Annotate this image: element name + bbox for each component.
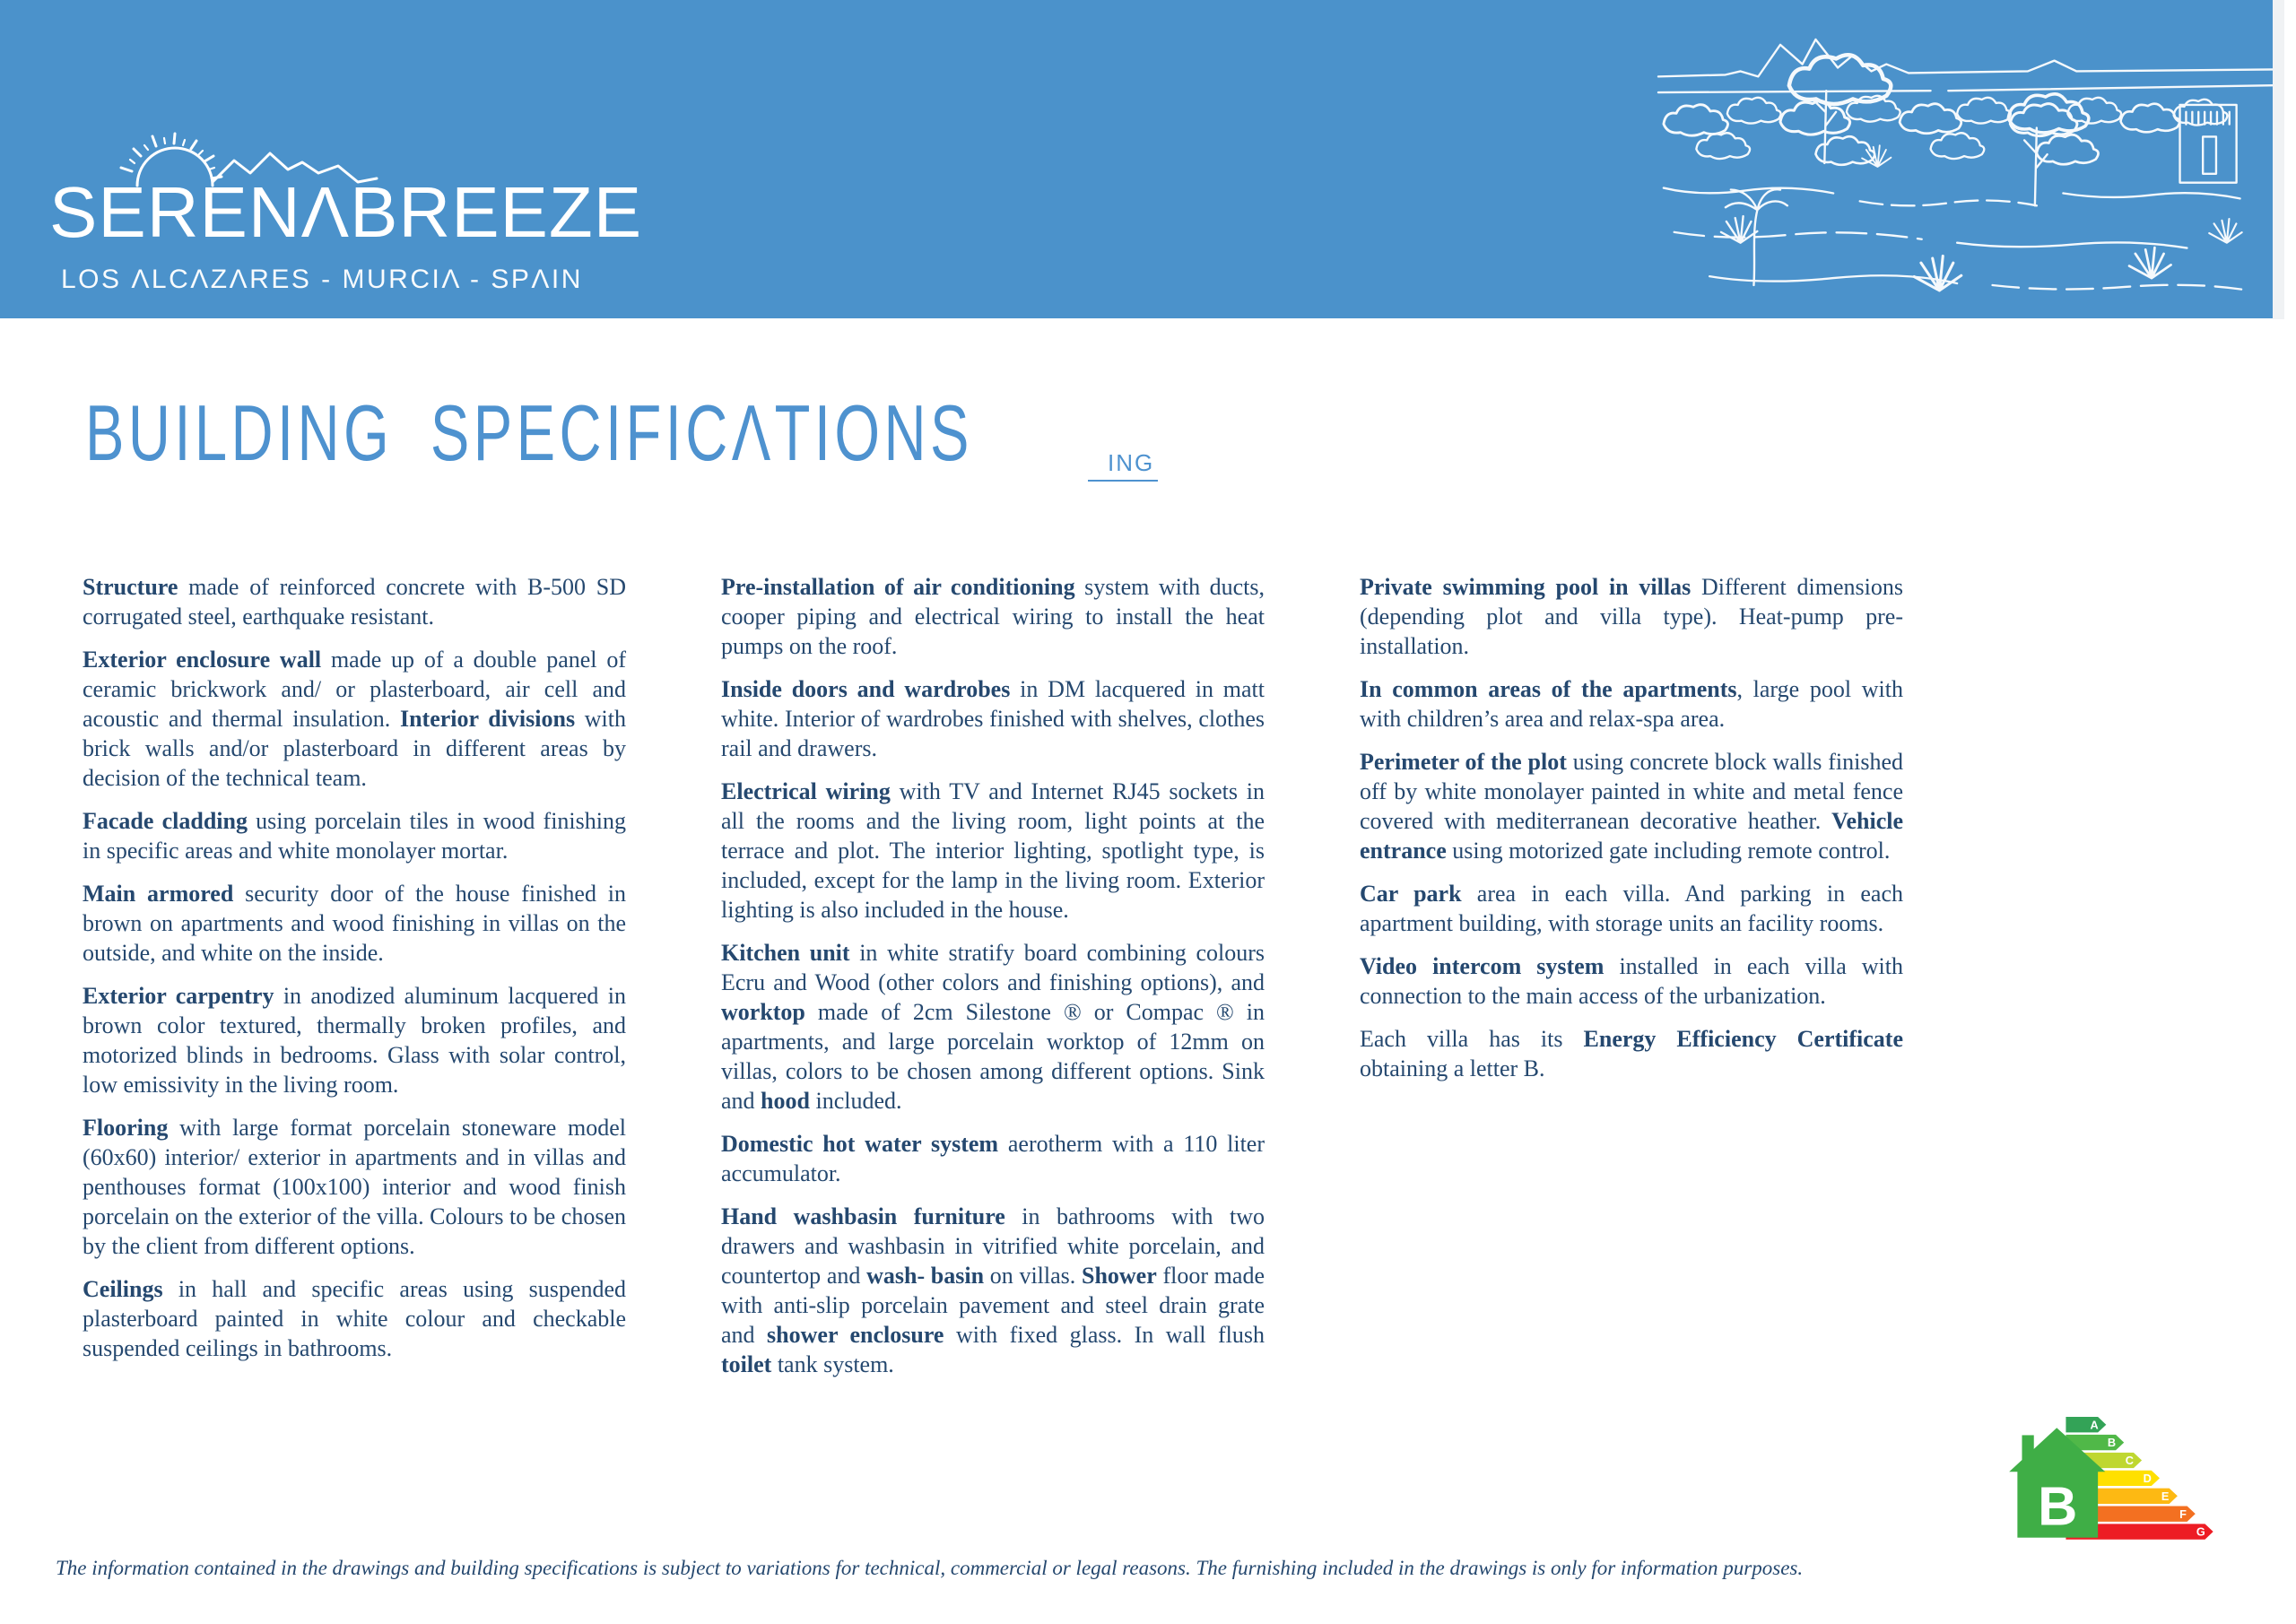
spec-column-1: [83, 572, 626, 1393]
hero-header: [0, 0, 2284, 318]
brand-name: SERENΛBREEZE: [49, 172, 643, 252]
page-title: [85, 387, 1341, 486]
spec-paragraph: Ceilings in hall and specific areas using suspended plasterboard painted in white colour and checkable suspended ceilings in bathrooms.: [83, 1276, 626, 1361]
brand-logo: [49, 0, 677, 318]
spec-paragraph: Each villa has its Energy Efficiency Certificate obtaining a letter B.: [1360, 1026, 1903, 1081]
spec-columns: [83, 572, 1903, 1393]
energy-scale-label: E: [2161, 1489, 2170, 1503]
spec-column-3: [1360, 572, 1903, 1393]
energy-scale-label: D: [2143, 1471, 2152, 1485]
spec-paragraph: In common areas of the apartments, large pool with with children’s area and relax-spa area.: [1360, 676, 1903, 732]
language-tag[interactable]: ING: [1088, 449, 1158, 482]
spec-paragraph: Hand washbasin furniture in bathrooms with two drawers and washbasin in vitrified white porcelain, and countertop and wash- basin on villas. Shower floor made with anti-slip porcelain pavement and steel drain grate and shower enclosure with fixed glass. In wall flush toilet tank system.: [721, 1203, 1265, 1377]
spec-paragraph: Car park area in each villa. And parking in each apartment building, with storage units an facility rooms.: [1360, 881, 1903, 936]
spec-paragraph: Video intercom system installed in each villa with connection to the main access of the urbanization.: [1360, 953, 1904, 1009]
energy-scale-label: B: [2107, 1436, 2117, 1450]
energy-arrow-a: [2066, 1417, 2106, 1432]
energy-scale-label: F: [2179, 1507, 2187, 1521]
landscape-sketch-icon: [1657, 18, 2275, 305]
spec-paragraph: Perimeter of the plot using concrete block walls finished off by white monolayer painted in white and metal fence covered with mediterranean decorative heather. Vehicle entrance using motorized gate including remote control.: [1360, 749, 1904, 864]
spec-paragraph: Electrical wiring with TV and Internet RJ45 sockets in all the rooms and the living room, light points at the terrace and plot. The interior lighting, spotlight type, is included, except for the lamp in the living room. Exterior lighting is also included in the house.: [721, 778, 1265, 923]
spec-paragraph: Pre-installation of air conditioning system with ducts, cooper piping and electrical wiring to install the heat pumps on the roof.: [721, 574, 1265, 659]
spec-paragraph: Inside doors and wardrobes in DM lacquered in matt white. Interior of wardrobes finished with shelves, clothes rail and drawers.: [721, 676, 1265, 761]
spec-paragraph: Flooring with large format porcelain stoneware model (60x60) interior/ exterior in apartments and in villas and penthouses format (100x100) interior and wood finish porcelain on the exterior of the villa. Colours to be chosen by the client from different options.: [83, 1115, 626, 1259]
page-title-text: BUILDING SPECIFICΛTIONS: [85, 388, 973, 477]
energy-rating-icon: [2009, 1415, 2220, 1552]
energy-house-letter: B: [2038, 1475, 2078, 1537]
spec-paragraph: Main armored security door of the house finished in brown on apartments and wood finishing in villas on the outside, and white on the inside.: [83, 881, 627, 966]
energy-scale-label: G: [2196, 1524, 2205, 1539]
spec-paragraph: Kitchen unit in white stratify board combining colours Ecru and Wood (other colors and finishing options), and worktop made of 2cm Silestone ® or Compac ® in apartments, and large porcelain worktop of 12mm on villas, colors to be chosen among different options. Sink and hood included.: [721, 940, 1265, 1114]
page-edge: [2273, 0, 2284, 319]
brand-location: LOS ΛLCΛZΛRES - MURCIΛ - SPΛIN: [61, 265, 583, 294]
spec-paragraph: Exterior carpentry in anodized aluminum lacquered in brown color textured, thermally broken profiles, and motorized blinds in bedrooms. Glass with solar control, low emissivity in the living room.: [83, 983, 626, 1098]
spec-paragraph: Facade cladding using porcelain tiles in wood finishing in specific areas and white monolayer mortar.: [83, 808, 626, 864]
spec-paragraph: Private swimming pool in villas Different dimensions (depending plot and villa type). Heat-pump pre-installation.: [1360, 574, 1903, 659]
energy-scale-label: A: [2090, 1418, 2099, 1432]
footer-disclaimer: The information contained in the drawings and building specifications is subject to variations for technical, commercial or legal reasons. The furnishing included in the drawings is only for information purposes.: [56, 1557, 1804, 1579]
energy-scale-label: C: [2125, 1454, 2134, 1468]
spec-column-2: [721, 572, 1265, 1393]
spec-paragraph: Exterior enclosure wall made up of a double panel of ceramic brickwork and/ or plasterboard, air cell and acoustic and thermal insulation. Interior divisions with brick walls and/or plasterboard in different areas by decision of the technical team.: [83, 647, 627, 791]
spec-paragraph: Domestic hot water system aerotherm with a 110 liter accumulator.: [721, 1131, 1265, 1186]
spec-paragraph: Structure made of reinforced concrete with B-500 SD corrugated steel, earthquake resistant.: [83, 574, 626, 630]
